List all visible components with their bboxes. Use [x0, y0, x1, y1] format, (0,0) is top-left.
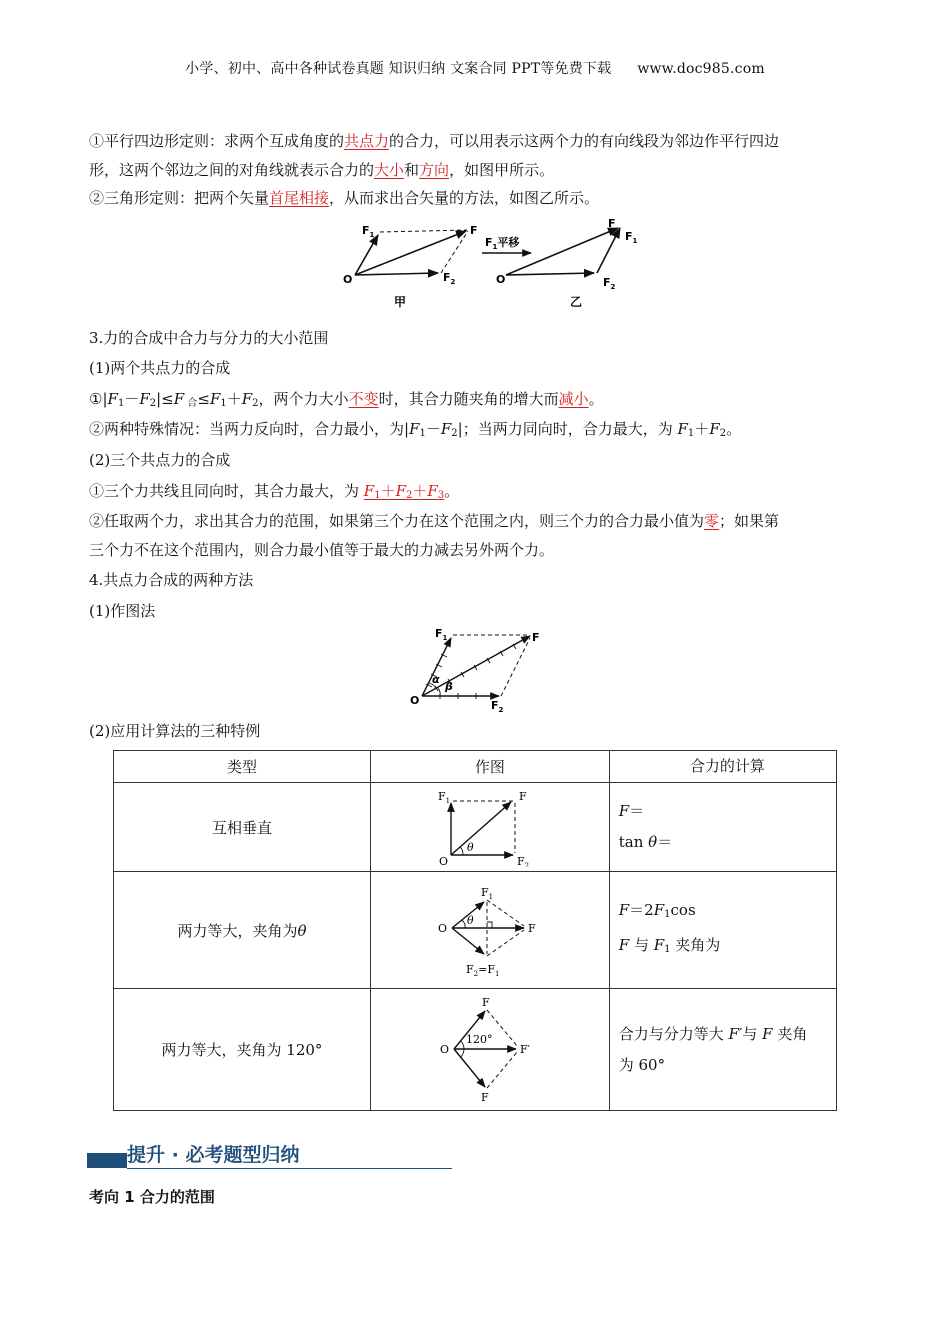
- label-yi: 乙: [570, 295, 583, 309]
- label-f2: $F_2$: [443, 271, 456, 286]
- text: ①|: [89, 390, 108, 408]
- text: ②两种特殊情况：当两力反向时，合力最小，为|: [89, 420, 410, 438]
- label-f-prime: F′: [519, 1042, 530, 1056]
- para2-line: [89, 187, 599, 208]
- rule-line-1: [89, 388, 604, 409]
- sym: F: [107, 390, 118, 408]
- text: －: [124, 390, 140, 408]
- vector-f2: [452, 928, 484, 954]
- text: ＋: [380, 482, 396, 500]
- sym: F: [363, 482, 375, 500]
- text: 合力与分力等大: [618, 1024, 729, 1043]
- section3-sub2: (2)三个共点力的合成: [89, 451, 231, 469]
- text: ＋: [226, 390, 242, 408]
- para1-line2: [89, 159, 554, 180]
- calc-special-cases-table: [113, 750, 837, 1111]
- sub: 1: [687, 428, 695, 439]
- label-f2-eq-f1: $F_2=F_1$: [465, 963, 500, 978]
- sym: F: [618, 901, 630, 919]
- text: ①三个力共线且同向时，其合力最大，为: [89, 482, 364, 500]
- text: －: [425, 420, 441, 438]
- dashed-edge: [501, 638, 530, 696]
- label-f2: $F_2$: [491, 699, 504, 714]
- sym: θ: [648, 833, 658, 851]
- banner-title: 提升 · 必考题型归纳: [127, 1144, 300, 1166]
- text: 。: [726, 420, 742, 438]
- table-header-row: [114, 751, 837, 783]
- sub: 1: [664, 944, 671, 955]
- table-row: [114, 872, 837, 989]
- highlight-term: 大小: [374, 161, 405, 179]
- sub: 2: [252, 398, 259, 409]
- figure-graphic-method: [405, 622, 555, 714]
- sym: F: [427, 482, 438, 500]
- vector-f-bottom: [454, 1049, 485, 1087]
- text: 。: [444, 482, 460, 500]
- label-theta: θ: [466, 841, 474, 854]
- label-f: F: [470, 224, 478, 237]
- sym: F: [709, 420, 720, 438]
- text: 夹角: [772, 1024, 808, 1043]
- label-f2-b: $F_2$: [603, 276, 616, 291]
- label-f1: $F_1$: [435, 627, 448, 642]
- text: tan: [618, 833, 649, 851]
- text: 与: [629, 936, 654, 954]
- sub: 2: [406, 490, 413, 501]
- text: 的合力，可以用表示这两个力的有向线段为邻边作平行四边: [389, 132, 780, 150]
- sub: 1: [664, 909, 671, 920]
- label-theta: θ: [466, 914, 474, 927]
- text: ≤: [197, 390, 210, 408]
- diagram-120-degrees: [420, 995, 560, 1105]
- header-diagram: 作图: [370, 751, 609, 783]
- sym: F: [440, 420, 452, 438]
- sym: F: [139, 390, 150, 408]
- label-f1: $F_1$: [362, 224, 375, 239]
- label-f-bottom: F: [480, 1090, 489, 1104]
- sym: F: [653, 901, 665, 919]
- label-f2: $F_2$: [516, 855, 529, 867]
- vector-f2-b: [506, 273, 594, 275]
- rule-line-4: [89, 510, 779, 531]
- text: ＋: [694, 420, 710, 438]
- text: ；如果第: [719, 512, 780, 530]
- sub: 合: [184, 398, 198, 409]
- section4-sub2: (2)应用计算法的三种特例: [89, 722, 261, 740]
- row3-type: 两力等大，夹角为 120°: [114, 989, 371, 1111]
- row1-calc: [609, 783, 836, 872]
- text: 夹角为: [670, 936, 721, 954]
- label-f: F: [527, 922, 536, 935]
- highlight-term: 零: [704, 512, 720, 530]
- figure-parallelogram-triangle: [335, 215, 665, 315]
- header-calc: 合力的计算: [609, 751, 836, 783]
- diagram-equal-forces: [420, 880, 560, 980]
- sym: F: [409, 420, 420, 438]
- dashed-edge: [487, 930, 524, 956]
- section3-sub1: (1)两个共点力的合成: [89, 359, 231, 377]
- vector-f1: [355, 235, 378, 275]
- label-o-b: O: [496, 273, 506, 286]
- row1-type: 互相垂直: [114, 783, 371, 872]
- angle-arc-beta: [438, 688, 440, 696]
- sym: F: [762, 1024, 773, 1043]
- angle-arc: [462, 920, 465, 928]
- sub: 1: [117, 398, 125, 409]
- text: 。: [588, 390, 604, 408]
- highlight-term: 方向: [419, 161, 450, 179]
- sym: F: [241, 390, 253, 408]
- header-type: 类型: [114, 751, 371, 783]
- text: ＝: [657, 833, 673, 851]
- text: cos: [670, 901, 696, 919]
- text: ，两个力大小: [258, 390, 349, 408]
- label-shift: $F_1$平移: [485, 236, 520, 251]
- label-o: O: [437, 922, 447, 935]
- dashed-edge: [487, 900, 524, 926]
- section4-title: 4.共点力合成的两种方法: [89, 571, 254, 589]
- highlight-term: 减小: [558, 390, 589, 408]
- sym: F: [395, 482, 407, 500]
- page-header: [0, 58, 950, 78]
- row3-calc: [609, 989, 836, 1111]
- label-f1-b: $F_1$: [625, 230, 638, 245]
- header-url[interactable]: www.doc985.com: [637, 61, 765, 77]
- sym: F′: [728, 1024, 743, 1043]
- label-jia: 甲: [394, 295, 407, 309]
- dashed-edge: [380, 230, 467, 232]
- text: ＋: [412, 482, 428, 500]
- sub: 1: [374, 490, 381, 501]
- section-banner: [87, 1140, 452, 1170]
- sym: F: [677, 420, 688, 438]
- highlight-term: 共点力: [344, 132, 390, 150]
- highlight-term: 首尾相接: [269, 189, 330, 207]
- text: ②任取两个力，求出其合力的范围，如果第三个力在这个范围之内，则三个力的合力最小值为: [89, 512, 705, 530]
- row3-diagram-cell: [370, 989, 609, 1111]
- label-alpha: α: [432, 673, 440, 686]
- label-f-b: F: [608, 217, 616, 230]
- text: 和: [404, 161, 420, 179]
- highlight-term: 不变: [348, 390, 379, 408]
- kaoxiang-title: 考向 1 合力的范围: [89, 1188, 215, 1206]
- vector-f-b: [506, 228, 618, 275]
- text: |；当两力同向时，合力最大，为: [457, 420, 678, 438]
- table-row: [114, 783, 837, 872]
- sub: 2: [451, 428, 458, 439]
- label-o: O: [343, 273, 353, 286]
- text: 与: [742, 1024, 763, 1043]
- sub: 2: [719, 428, 727, 439]
- label-o: O: [439, 1042, 449, 1056]
- label-o: O: [438, 855, 448, 867]
- vector-f2: [355, 273, 438, 275]
- table-row: [114, 989, 837, 1111]
- sym: F: [653, 936, 665, 954]
- label-f: F: [532, 631, 540, 644]
- rule-line-3: [89, 480, 459, 501]
- dashed-edge: [487, 1051, 518, 1088]
- banner-bar: [87, 1153, 127, 1168]
- rule-line-5: 三个力不在这个范围内，则合力最小值等于最大的力减去另外两个力。: [89, 541, 555, 559]
- diagram-perpendicular: [435, 787, 545, 867]
- text: 时，其合力随夹角的增大而: [378, 390, 559, 408]
- para1-line1: [89, 130, 779, 151]
- sym: F: [618, 936, 630, 954]
- sub: 1: [220, 398, 227, 409]
- text: ＝2: [629, 901, 654, 919]
- row2-type: [114, 872, 371, 989]
- section3-title: 3.力的合成中合力与分力的大小范围: [89, 329, 329, 347]
- header-text: 小学、初中、高中各种试卷真题 知识归纳 文案合同 PPT等免费下载: [185, 61, 612, 77]
- label-o: O: [410, 694, 420, 707]
- sub: 1: [419, 428, 426, 439]
- rule-line-2: [89, 418, 741, 439]
- text: 形，这两个邻边之间的对角线就表示合力的: [89, 161, 375, 179]
- row1-diagram-cell: [370, 783, 609, 872]
- sub: 2: [149, 398, 157, 409]
- row2-diagram-cell: [370, 872, 609, 989]
- label-f1: $F_1$: [437, 790, 450, 805]
- angle-arc: [460, 847, 463, 855]
- sub: 3: [437, 490, 445, 501]
- sym: θ: [297, 921, 307, 940]
- text: |≤: [156, 390, 174, 408]
- text: 为 60°: [618, 1055, 666, 1074]
- text: ，从而求出合矢量的方法，如图乙所示。: [329, 189, 600, 207]
- text: ，如图甲所示。: [449, 161, 555, 179]
- text: ①平行四边形定则：求两个互成角度的: [89, 132, 345, 150]
- section4-sub1: (1)作图法: [89, 602, 156, 620]
- label-f: F: [518, 790, 527, 803]
- right-angle-mark: [487, 922, 492, 928]
- sym: F: [618, 802, 630, 820]
- sym: F: [173, 390, 185, 408]
- label-beta: β: [445, 680, 453, 693]
- sym: F: [209, 390, 221, 408]
- text: ②三角形定则：把两个矢量: [89, 189, 270, 207]
- row2-calc: [609, 872, 836, 989]
- text: ＝: [629, 802, 645, 820]
- label-angle: 120°: [465, 1032, 493, 1046]
- banner-underline: [127, 1168, 452, 1169]
- label-f-top: F: [481, 995, 490, 1009]
- label-f1: $F_1$: [480, 886, 493, 901]
- dashed-edge: [441, 231, 468, 273]
- text: 两力等大，夹角为: [177, 921, 298, 940]
